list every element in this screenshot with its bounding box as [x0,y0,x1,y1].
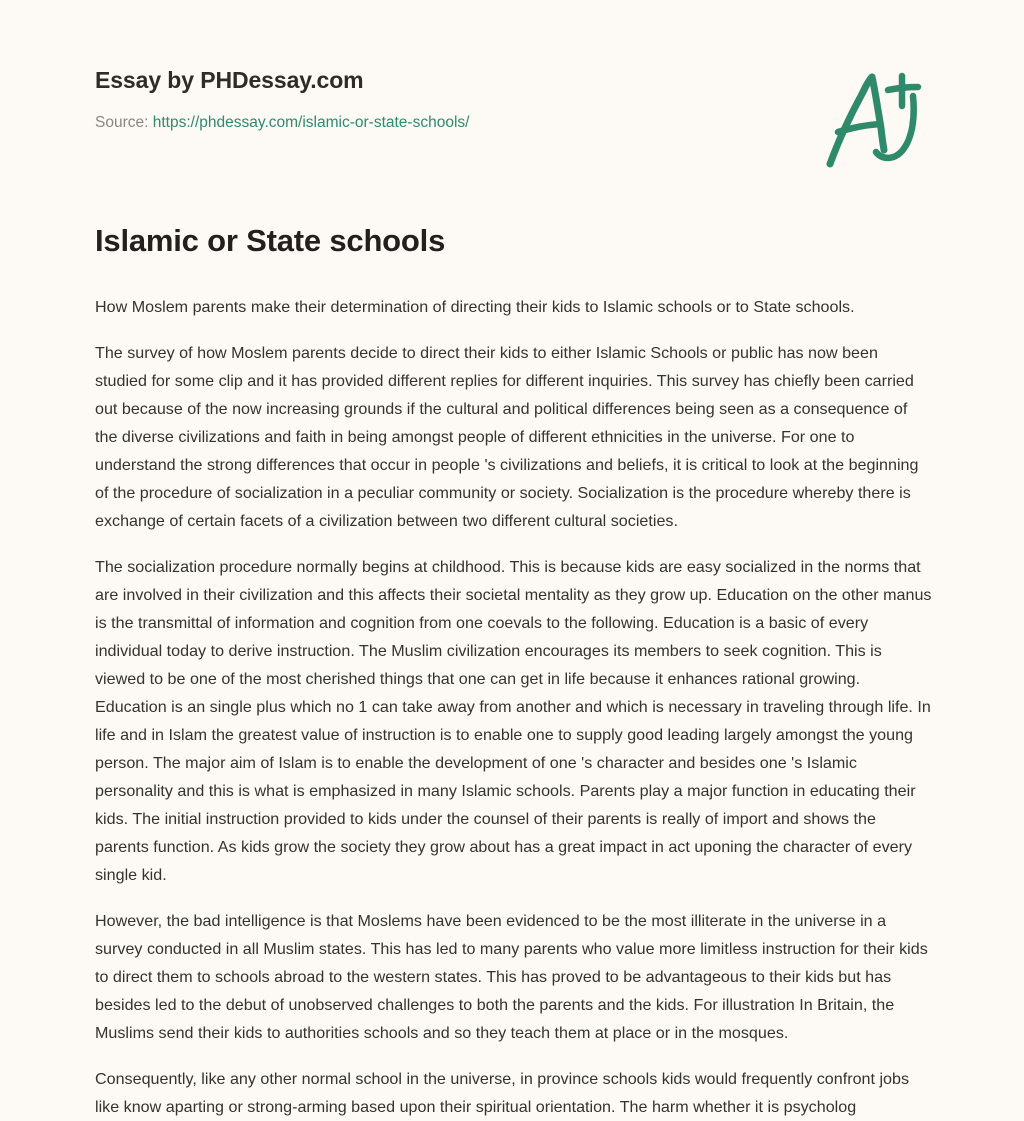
source-url-link[interactable]: https://phdessay.com/islamic-or-state-schools/ [152,113,470,131]
page-header [0,0,1024,200]
article-body [95,293,933,1121]
article-title: Islamic or State schools [95,223,446,258]
article-paragraph: However, the bad intelligence is that Moslems have been evidenced to be the most illiterate in the universe in a survey conducted in all Muslim states. This has led to many parents who value more limitless instruction for their kids to direct them to schools abroad to the western states. This has proved to be advantageous to their kids but has besides led to the debut of unobserved challenges to both the parents and the kids. For illustration In Britain, the Muslims send their kids to authorities schools and so they teach them at place or in the mosques. [95,911,928,1042]
article [95,222,933,1121]
source-label: Source: [95,113,149,131]
article-paragraph: The survey of how Moslem parents decide to direct their kids to either Islamic Schools or public has now been studied for some clip and it has provided different replies for different inquiries. This survey has chiefly been carried out because of the now increasing grounds if the cultural and political differences being seen as a consequence of the diverse civilizations and faith in being amongst people of different ethnicities in the universe. For one to understand the strong differences that occur in people 's civilizations and beliefs, it is critical to look at the beginning of the procedure of socialization in a peculiar community or society. Socialization is the procedure whereby there is exchange of certain facets of a civilization between two different cultural societies. [95,343,919,530]
article-paragraph: Consequently, like any other normal school in the universe, in province schools kids would frequently confront jobs like know aparting or strong-arming based upon their spiritual orientation. The harm whether it is psycholog [95,1069,910,1116]
brand-block [95,67,735,133]
article-paragraph: How Moslem parents make their determination of directing their kids to Islamic schools or to State schools. [95,297,855,316]
source-line [95,113,735,133]
phdessay-a-plus-logo-icon [818,68,928,168]
article-paragraph: The socialization procedure normally begins at childhood. This is because kids are easy socialized in the norms that are involved in their civilization and this affects their societal mentality as they grow up. Education on the other manus is the transmittal of information and cognition from one coevals to the following. Education is a basic of every individual today to derive instruction. The Muslim civilization encourages its members to seek cognition. This is viewed to be one of the most cherished things that one can get in life because it enhances rational growing. Education is an single plus which no 1 can take away from another and which is necessary in traveling through life. In life and in Islam the greatest value of instruction is to enable one to supply good leading largely amongst the young person. The major aim of Islam is to enable the development of one 's character and besides one 's Islamic personality and this is what is emphasized in many Islamic schools. Parents play a major function in educating their kids. The initial instruction provided to kids under the counsel of their parents is really of import and shows the parents function. As kids grow the society they grow about has a great impact in act uponing the character of every single kid. [95,557,932,884]
brand-title: Essay by PHDessay.com [95,67,364,93]
